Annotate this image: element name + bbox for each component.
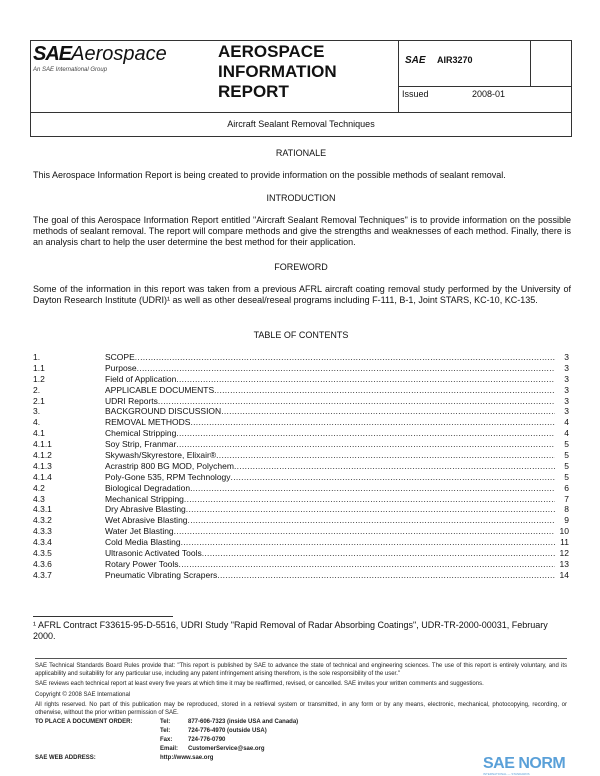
toc-label: Water Jet Blasting <box>105 526 174 537</box>
toc-number: 1.1 <box>33 362 45 373</box>
toc-page: 6 <box>564 482 569 493</box>
toc-number: 4.3.7 <box>33 569 52 580</box>
toc-label: Field of Application <box>105 373 177 384</box>
toc-entry[interactable] <box>33 417 569 428</box>
tel-label: Tel: <box>160 719 171 725</box>
table-of-contents <box>33 352 569 581</box>
legal-separator <box>35 658 567 659</box>
toc-label: Acrastrip 800 BG MOD, Polychem <box>105 460 234 471</box>
email-link[interactable]: CustomerService@sae.org <box>188 746 265 752</box>
toc-entry[interactable] <box>33 537 569 548</box>
tel-inside-usa: 877-606-7323 (inside USA and Canada) <box>188 719 299 725</box>
toc-leader-dots <box>214 385 555 396</box>
toc-label: Biological Degradation <box>105 482 191 493</box>
toc-leader-dots <box>181 537 555 548</box>
toc-page: 4 <box>564 428 569 439</box>
fax-label: Fax: <box>160 737 173 743</box>
toc-number: 4. <box>33 417 41 428</box>
email-label: Email: <box>160 746 179 752</box>
fax-number: 724-776-0790 <box>188 737 226 743</box>
toc-entry[interactable] <box>33 494 569 505</box>
toc-entry[interactable] <box>33 483 569 494</box>
toc-entry[interactable] <box>33 428 569 439</box>
toc-number: 4.3.3 <box>33 526 52 537</box>
toc-page: 3 <box>564 362 569 373</box>
foreword-text: Some of the information in this report was taken from a previous AFRL aircraft coating removal study performed by the University of Dayton Research Institute (UDRI)¹ as well as other deseal/reseal programs including F-111, B-1, Joint STARS, KC-10, KC-135. <box>33 284 571 305</box>
toc-number: 1. <box>33 352 41 362</box>
toc-entry[interactable] <box>33 385 569 396</box>
toc-label: UDRI Reports <box>105 395 158 406</box>
document-subject: Aircraft Sealant Removal Techniques <box>227 119 375 129</box>
toc-page: 12 <box>559 548 569 559</box>
footnote: ¹ AFRL Contract F33615-95-D-5516, UDRI Study "Rapid Removal of Radar Absorbing Coatings", UDR-TR-2000-00031, February 2000. <box>33 620 548 641</box>
toc-page: 7 <box>564 493 569 504</box>
toc-leader-dots <box>135 352 555 363</box>
toc-number: 1.2 <box>33 373 45 384</box>
toc-leader-dots <box>186 504 555 515</box>
rationale-heading: RATIONALE <box>275 148 327 158</box>
order-label: TO PLACE A DOCUMENT ORDER: <box>35 719 133 725</box>
toc-leader-dots <box>188 515 555 526</box>
toc-entry[interactable] <box>33 374 569 385</box>
toc-number: 2. <box>33 384 41 395</box>
sae-mark: SAE <box>405 55 426 66</box>
toc-page: 3 <box>564 373 569 384</box>
logo-brand: SAE <box>33 43 72 65</box>
toc-leader-dots <box>234 461 555 472</box>
toc-leader-dots <box>176 374 555 385</box>
toc-leader-dots <box>176 439 555 450</box>
foreword-heading: FOREWORD <box>274 262 328 272</box>
footnote-separator <box>33 616 173 617</box>
toc-entry[interactable] <box>33 406 569 417</box>
toc-leader-dots <box>184 494 555 505</box>
toc-label: Mechanical Stripping <box>105 493 184 504</box>
toc-leader-dots <box>179 559 555 570</box>
toc-page: 11 <box>560 537 569 548</box>
toc-page: 3 <box>564 352 569 362</box>
legal-rights: All rights reserved. No part of this publication may be reproduced, stored in a retrieval system or transmitted, in any form or by any means, electronic, mechanical, photocopying, recording, or otherwise, without the prior written permission of SAE. <box>35 702 567 716</box>
toc-page: 3 <box>564 395 569 406</box>
toc-label: Pneumatic Vibrating Scrapers <box>105 569 218 580</box>
toc-number: 4.1.2 <box>33 450 52 461</box>
toc-number: 4.3.6 <box>33 558 52 569</box>
toc-entry[interactable] <box>33 461 569 472</box>
toc-number: 2.1 <box>33 395 45 406</box>
tel-label: Tel: <box>160 728 171 734</box>
toc-leader-dots <box>190 417 555 428</box>
toc-label: Dry Abrasive Blasting <box>105 504 186 515</box>
toc-page: 5 <box>564 439 569 450</box>
toc-leader-dots <box>221 406 555 417</box>
sae-norm-watermark: SAE NORM <box>483 755 566 772</box>
toc-page: 9 <box>564 515 569 526</box>
document-number: AIR3270 <box>437 55 473 65</box>
header-divider <box>398 40 399 112</box>
toc-page: 5 <box>564 471 569 482</box>
toc-entry[interactable] <box>33 450 569 461</box>
toc-number: 4.3 <box>33 493 45 504</box>
toc-page: 3 <box>564 384 569 395</box>
toc-label: Wet Abrasive Blasting <box>105 515 188 526</box>
issued-label: Issued <box>402 89 429 99</box>
tel-outside-usa: 724-776-4970 (outside USA) <box>188 728 267 734</box>
toc-leader-dots <box>174 526 555 537</box>
title-line: INFORMATION <box>218 62 337 81</box>
toc-leader-dots <box>202 548 555 559</box>
toc-number: 4.3.4 <box>33 537 52 548</box>
issued-date: 2008-01 <box>472 89 506 99</box>
toc-leader-dots <box>217 570 555 581</box>
logo-word: Aerospace <box>71 43 167 65</box>
toc-label: Skywash/Skyrestore, Elixair® <box>105 450 217 461</box>
toc-entry[interactable] <box>33 559 569 570</box>
web-link[interactable]: http://www.sae.org <box>160 755 214 761</box>
toc-page: 3 <box>564 406 569 417</box>
toc-heading: TABLE OF CONTENTS <box>253 330 349 340</box>
toc-entry[interactable] <box>33 396 569 407</box>
title-line: REPORT <box>218 82 289 101</box>
document-type-title <box>218 42 337 102</box>
web-label: SAE WEB ADDRESS: <box>35 755 96 761</box>
toc-label: Cold Media Blasting <box>105 537 181 548</box>
toc-label: Purpose <box>105 362 137 373</box>
toc-page: 5 <box>564 460 569 471</box>
toc-number: 4.1 <box>33 428 45 439</box>
toc-label: Ultrasonic Activated Tools <box>105 548 202 559</box>
introduction-text: The goal of this Aerospace Information Report entitled "Aircraft Sealant Removal Techniques" is to provide information on the possible methods of sealant removal. The report will compare methods and give the strengths and weaknesses of each method. Finally, there is an analysis chart to help the user determine the best method for their application. <box>33 215 571 247</box>
toc-number: 4.3.5 <box>33 548 52 559</box>
toc-leader-dots <box>137 363 555 374</box>
toc-label: APPLICABLE DOCUMENTS <box>105 384 215 395</box>
toc-leader-dots <box>158 396 555 407</box>
toc-entry[interactable] <box>33 515 569 526</box>
toc-entry[interactable] <box>33 439 569 450</box>
legal-rules: SAE Technical Standards Board Rules provide that: "This report is published by SAE to advance the state of technical and engineering sciences. The use of this report is entirely voluntary, and its applicability and suitability for any particular use, including any patent infringement arising therefrom, is the sole responsibility of the user." <box>35 663 567 677</box>
toc-leader-dots <box>176 428 555 439</box>
toc-label: Soy Strip, Franmar <box>105 439 177 450</box>
toc-number: 4.3.1 <box>33 504 52 515</box>
toc-label: REMOVAL METHODS <box>105 417 191 428</box>
rationale-text: This Aerospace Information Report is being created to provide information on the possible methods of sealant removal. <box>33 170 506 180</box>
toc-page: 14 <box>559 569 569 580</box>
toc-number: 4.3.2 <box>33 515 52 526</box>
toc-label: Rotary Power Tools <box>105 558 179 569</box>
logo-subtitle: An SAE International Group <box>33 67 108 73</box>
toc-entry[interactable] <box>33 504 569 515</box>
toc-leader-dots <box>190 483 555 494</box>
toc-label: SCOPE <box>105 352 135 362</box>
toc-number: 3. <box>33 406 41 417</box>
toc-entry[interactable] <box>33 570 569 581</box>
toc-number: 4.1.1 <box>33 439 52 450</box>
toc-entry[interactable] <box>33 363 569 374</box>
toc-page: 8 <box>564 504 569 515</box>
toc-entry[interactable] <box>33 548 569 559</box>
title-line: AEROSPACE <box>218 42 325 61</box>
copyright: Copyright © 2008 SAE International <box>35 692 131 698</box>
toc-number: 4.1.3 <box>33 460 52 471</box>
toc-entry[interactable] <box>33 472 569 483</box>
toc-page: 10 <box>559 526 569 537</box>
toc-number: 4.2 <box>33 482 45 493</box>
toc-number: 4.1.4 <box>33 471 52 482</box>
toc-entry[interactable] <box>33 526 569 537</box>
watermark-subtitle: INTERNATIONAL — STANDARDS <box>483 772 530 776</box>
toc-label: BACKGROUND DISCUSSION <box>105 406 222 417</box>
toc-entry[interactable] <box>33 352 569 363</box>
toc-leader-dots <box>216 450 555 461</box>
toc-label: Poly-Gone 535, RPM Technology <box>105 471 231 482</box>
toc-page: 4 <box>564 417 569 428</box>
toc-leader-dots <box>231 472 555 483</box>
legal-review: SAE reviews each technical report at least every five years at which time it may be reaffirmed, revised, or cancelled. SAE invites your written comments and suggestions. <box>35 681 484 687</box>
introduction-heading: INTRODUCTION <box>266 193 336 203</box>
toc-label: Chemical Stripping <box>105 428 177 439</box>
toc-page: 13 <box>559 558 569 569</box>
header-divider <box>530 40 531 86</box>
sae-aerospace-logo <box>33 43 167 66</box>
toc-page: 5 <box>564 450 569 461</box>
header-divider <box>398 86 572 87</box>
